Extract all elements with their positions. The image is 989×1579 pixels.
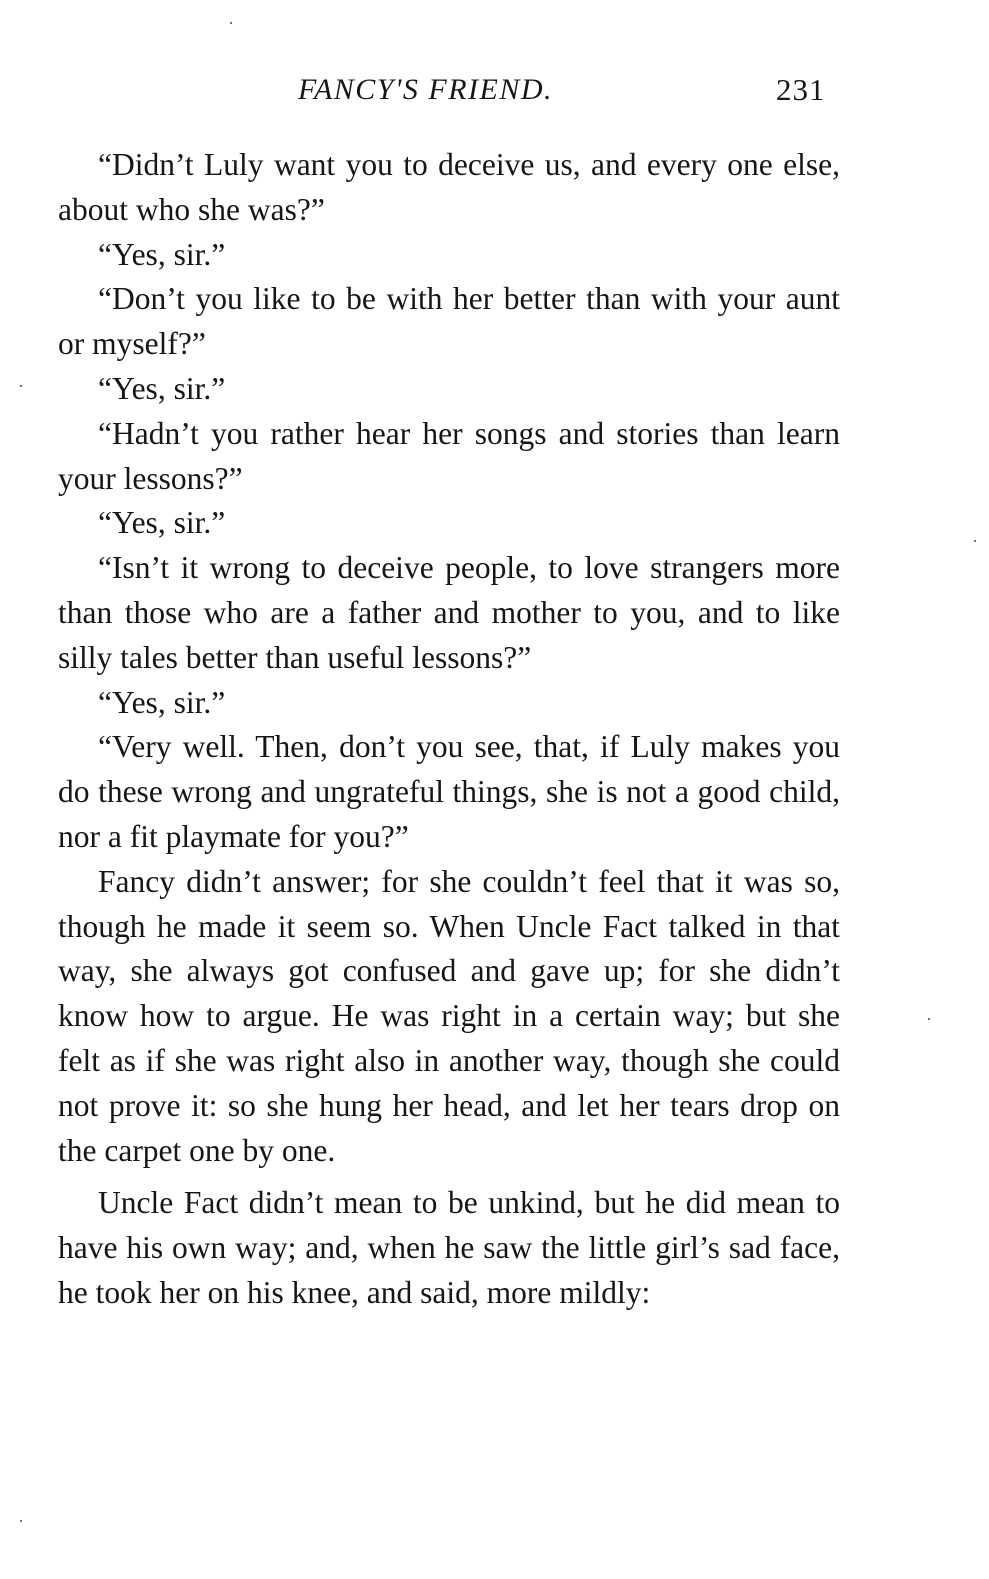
paragraph: “Yes, sir.” xyxy=(98,236,226,272)
paragraph: “Didn’t Luly want you to deceive us, and every one else, about who she was?” xyxy=(58,147,840,227)
print-speck xyxy=(230,22,232,24)
print-speck xyxy=(20,1520,22,1522)
paragraph: Fancy didn’t answer; for she couldn’t feel that it was so, though he made it seem so. When Uncle Fact talked in that way, she always got confused and gave up; for she didn’t know how to argue. He was right in a certain way; but she felt as if she was right also in another way, though she could not prove it: so she hung her head, and let her tears drop on the carpet one by one. xyxy=(58,863,840,1168)
paragraph: “Yes, sir.” xyxy=(98,684,226,720)
paragraph: Uncle Fact didn’t mean to be unkind, but he did mean to have his own way; and, when he saw the little girl’s sad face, he took her on his knee, and said, more mildly: xyxy=(58,1185,840,1310)
print-speck xyxy=(20,385,22,387)
paragraph: “Yes, sir.” xyxy=(98,370,226,406)
running-title: FANCY'S FRIEND. xyxy=(298,73,554,106)
print-speck xyxy=(974,540,976,542)
paragraph: “Yes, sir.” xyxy=(98,505,226,541)
paragraph: “Don’t you like to be with her better than with your aunt or myself?” xyxy=(58,281,840,362)
body-text xyxy=(58,143,840,1316)
paragraph: “Very well. Then, don’t you see, that, if Luly makes you do these wrong and ungrateful things, she is not a good child, nor a fit playmate for you?” xyxy=(58,729,840,854)
paragraph: “Hadn’t you rather hear her songs and stories than learn your lessons?” xyxy=(58,415,840,496)
paragraph: “Isn’t it wrong to deceive people, to love strangers more than those who are a father and mother to you, and to like silly tales better than useful lessons?” xyxy=(58,550,840,675)
running-head xyxy=(0,70,989,110)
page-number: 231 xyxy=(776,72,826,107)
print-speck xyxy=(928,1018,930,1020)
